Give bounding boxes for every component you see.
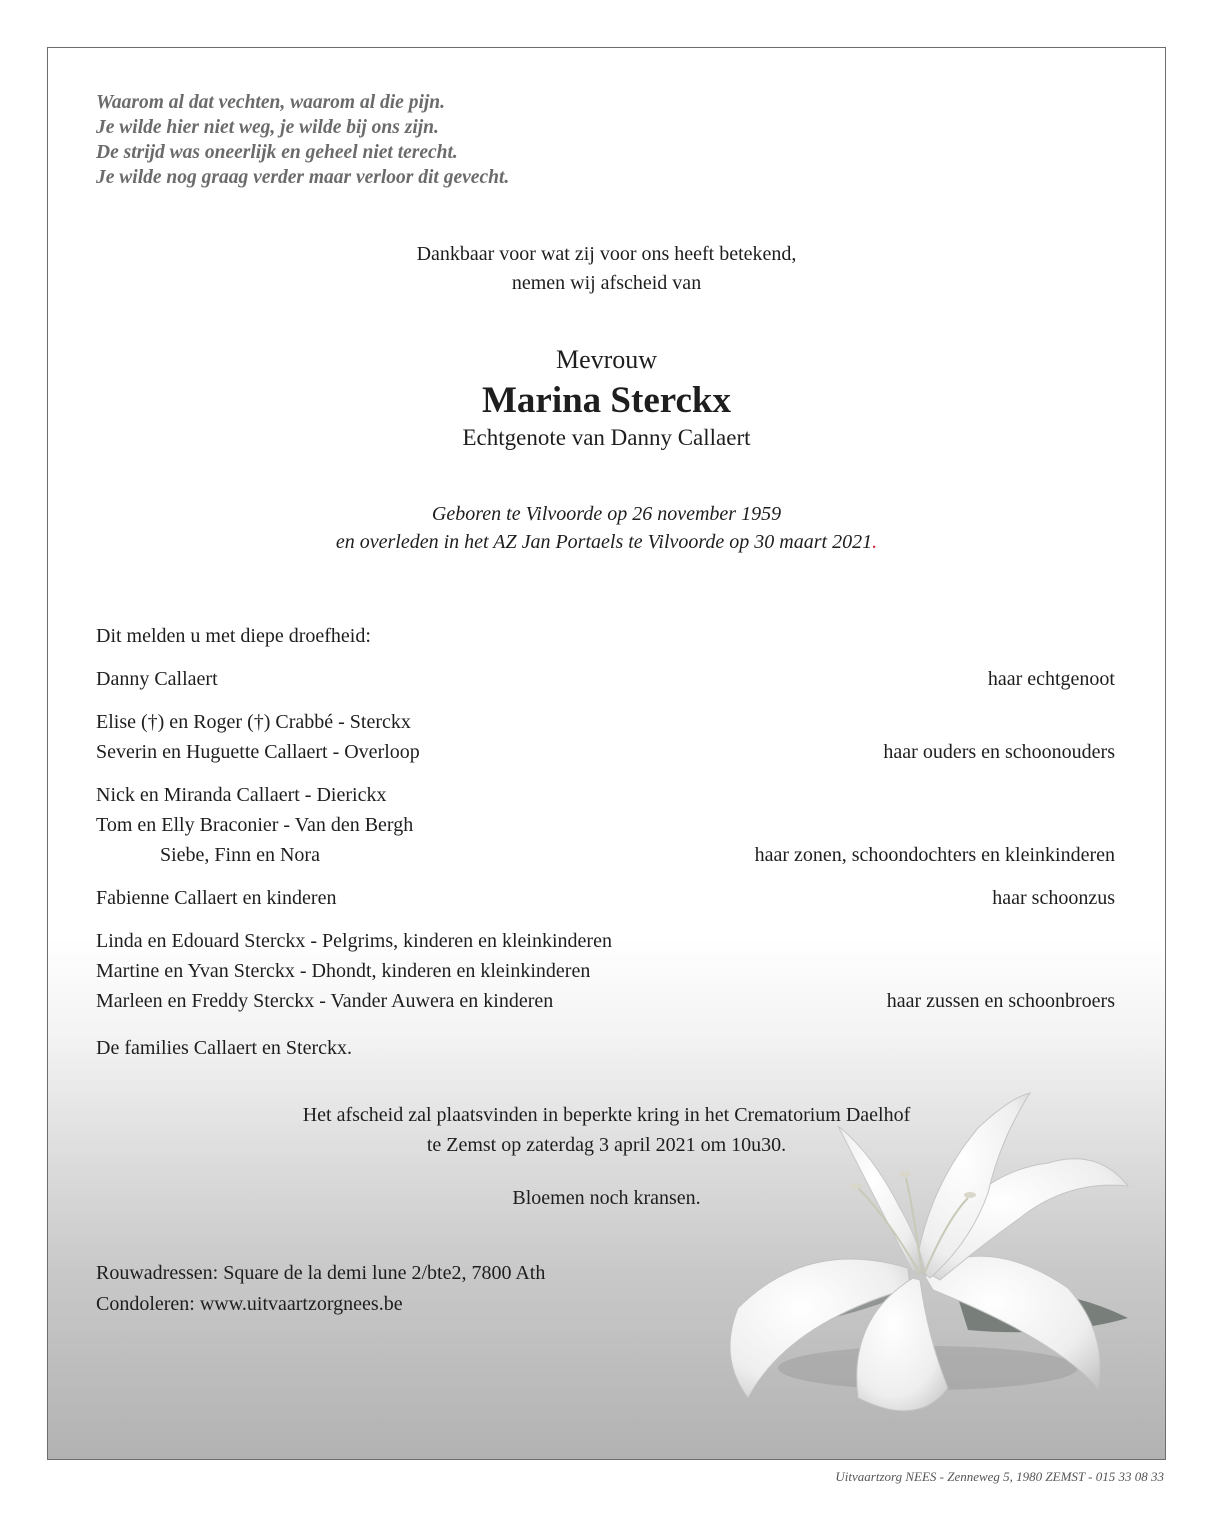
poem-verse (96, 90, 509, 190)
birth-line: Geboren te Vilvoorde op 26 november 1959 (431, 503, 782, 525)
intro-line: nemen wij afscheid van (511, 272, 702, 294)
family-group (96, 664, 1115, 694)
family-member: Linda en Edouard Sterckx - Pelgrims, kinderen en kleinkinderen (96, 930, 612, 952)
family-relation: haar schoonzus (992, 887, 1115, 909)
family-member: Danny Callaert (96, 668, 218, 690)
death-line-period: . (872, 531, 878, 553)
deceased-spouse: Echtgenote van Danny Callaert (462, 425, 751, 450)
poem-line: De strijd was oneerlijk en geheel niet terecht. (96, 142, 458, 163)
intro-text (48, 240, 1165, 298)
family-relation: haar zonen, schoondochters en kleinkinderen (754, 844, 1115, 866)
flowers-note: Bloemen noch kransen. (512, 1187, 701, 1209)
family-member: Siebe, Finn en Nora (160, 844, 320, 866)
family-announcement (96, 622, 1115, 1062)
deceased-title: Mevrouw (555, 345, 658, 374)
family-member: Elise (†) en Roger (†) Crabbé - Sterckx (96, 711, 411, 733)
family-group (96, 926, 1115, 1016)
condolence-link[interactable]: Condoleren: www.uitvaartzorgnees.be (96, 1293, 403, 1315)
ceremony-line: te Zemst op zaterdag 3 april 2021 om 10u30. (426, 1134, 787, 1156)
funeral-home-footer: Uitvaartzorg NEES - Zenneweg 5, 1980 ZEMST - 015 33 08 33 (835, 1469, 1164, 1484)
family-relation: haar echtgenoot (987, 668, 1115, 690)
family-member: Marleen en Freddy Sterckx - Vander Auwera en kinderen (96, 990, 554, 1012)
contact-info (96, 1258, 545, 1320)
poem-line: Je wilde hier niet weg, je wilde bij ons zijn. (96, 117, 439, 138)
poem-line: Je wilde nog graag verder maar verloor dit gevecht. (96, 167, 510, 188)
family-group (96, 707, 1115, 767)
deceased-name: Marina Sterckx (481, 380, 732, 421)
family-group (96, 883, 1115, 913)
obituary-card (47, 47, 1166, 1460)
mourning-address: Rouwadressen: Square de la demi lune 2/bte2, 7800 Ath (96, 1262, 546, 1284)
family-member: Martine en Yvan Sterckx - Dhondt, kinderen en kleinkinderen (96, 960, 591, 982)
family-relation: haar zussen en schoonbroers (886, 990, 1115, 1012)
ceremony-info (48, 1100, 1165, 1160)
family-member: Tom en Elly Braconier - Van den Bergh (96, 814, 414, 836)
ceremony-line: Het afscheid zal plaatsvinden in beperkte kring in het Crematorium Daelhof (302, 1104, 911, 1126)
family-relation: haar ouders en schoonouders (883, 741, 1115, 763)
death-line (48, 528, 1165, 556)
birth-death-dates (48, 500, 1165, 556)
family-group (96, 780, 1115, 870)
death-line-text: en overleden in het AZ Jan Portaels te Vilvoorde op 30 maart 2021 (335, 531, 873, 553)
intro-line: Dankbaar voor wat zij voor ons heeft betekend, (416, 243, 797, 265)
family-closing: De families Callaert en Sterckx. (96, 1037, 353, 1059)
family-member: Severin en Huguette Callaert - Overloop (96, 741, 420, 763)
family-member: Nick en Miranda Callaert - Dierickx (96, 784, 387, 806)
family-opening: Dit melden u met diepe droefheid: (96, 625, 371, 647)
poem-line: Waarom al dat vechten, waarom al die pijn. (96, 92, 446, 113)
family-member: Fabienne Callaert en kinderen (96, 887, 337, 909)
